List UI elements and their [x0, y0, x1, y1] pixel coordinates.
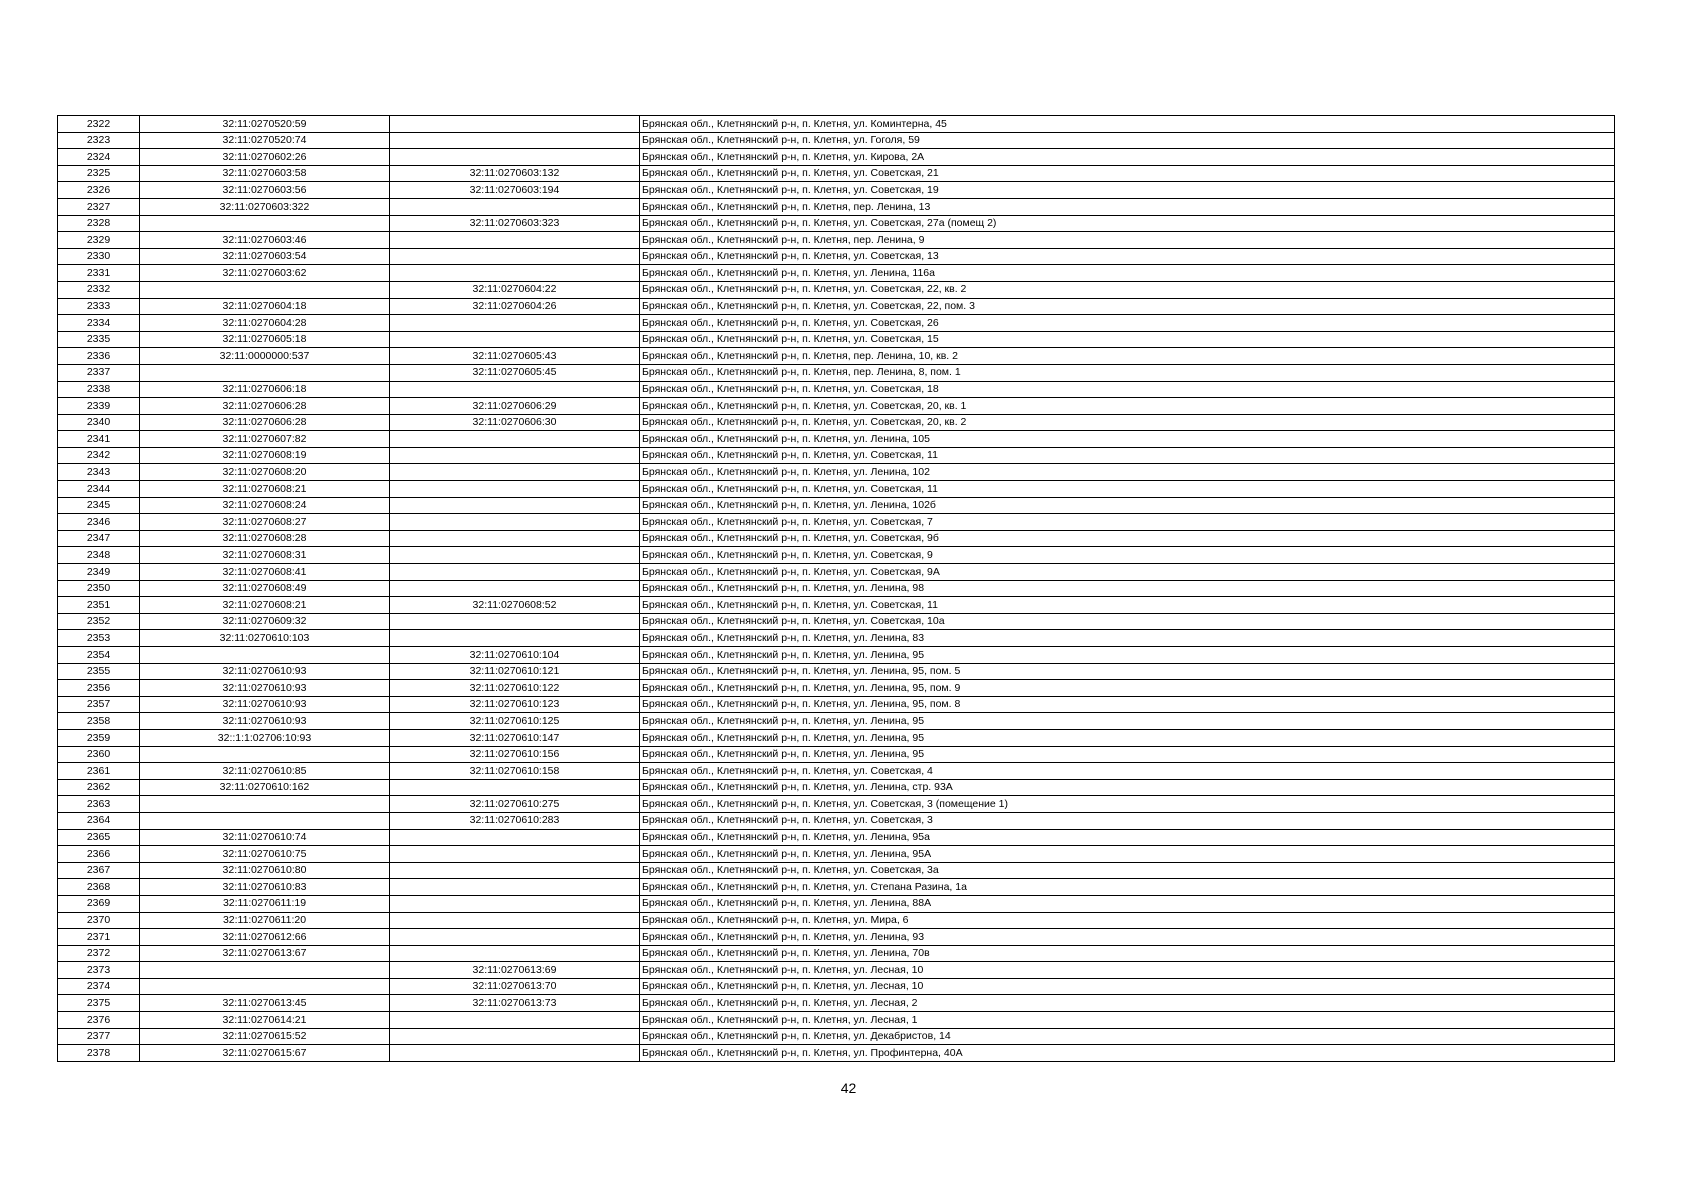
table-row — [58, 597, 1615, 614]
address-cell: Брянская обл., Клетнянский р-н, п. Клетня, пер. Ленина, 13 — [640, 198, 1615, 215]
cadastral-number-cell: 32:11:0270605:18 — [140, 331, 390, 348]
address-cell: Брянская обл., Клетнянский р-н, п. Клетня, ул. Лесная, 2 — [640, 995, 1615, 1012]
object-number-cell — [390, 613, 640, 630]
address-cell: Брянская обл., Клетнянский р-н, п. Клетня, ул. Советская, 9 — [640, 547, 1615, 564]
object-number-cell — [390, 149, 640, 166]
row-number-cell: 2373 — [58, 962, 140, 979]
row-number-cell: 2359 — [58, 729, 140, 746]
table-row — [58, 1045, 1615, 1062]
cadastral-number-cell: 32:11:0270602:26 — [140, 149, 390, 166]
cadastral-number-cell — [140, 364, 390, 381]
table-row — [58, 746, 1615, 763]
address-cell: Брянская обл., Клетнянский р-н, п. Клетня, ул. Ленина, 105 — [640, 431, 1615, 448]
object-number-cell — [390, 132, 640, 149]
table-row — [58, 929, 1615, 946]
table-row — [58, 829, 1615, 846]
address-cell: Брянская обл., Клетнянский р-н, п. Клетня, ул. Советская, 11 — [640, 481, 1615, 498]
row-number-cell: 2357 — [58, 696, 140, 713]
row-number-cell: 2341 — [58, 431, 140, 448]
cadastral-number-cell: 32:11:0270606:28 — [140, 398, 390, 415]
row-number-cell: 2364 — [58, 812, 140, 829]
address-cell: Брянская обл., Клетнянский р-н, п. Клетня, ул. Советская, 20, кв. 1 — [640, 398, 1615, 415]
address-cell: Брянская обл., Клетнянский р-н, п. Клетня, ул. Ленина, 95, пом. 8 — [640, 696, 1615, 713]
object-number-cell — [390, 1028, 640, 1045]
cadastral-number-cell: 32:11:0270610:93 — [140, 680, 390, 697]
object-number-cell: 32:11:0270606:29 — [390, 398, 640, 415]
address-cell: Брянская обл., Клетнянский р-н, п. Клетня, пер. Ленина, 8, пом. 1 — [640, 364, 1615, 381]
cadastral-number-cell: 32:11:0270611:19 — [140, 895, 390, 912]
table-row — [58, 331, 1615, 348]
cadastral-number-cell — [140, 812, 390, 829]
cadastral-number-cell: 32:11:0270603:322 — [140, 198, 390, 215]
cadastral-number-cell: 32:11:0270608:21 — [140, 597, 390, 614]
row-number-cell: 2365 — [58, 829, 140, 846]
cadastral-number-cell: 32:11:0270610:93 — [140, 713, 390, 730]
cadastral-number-cell: 32:11:0270603:46 — [140, 232, 390, 249]
address-cell: Брянская обл., Клетнянский р-н, п. Клетня, пер. Ленина, 10, кв. 2 — [640, 348, 1615, 365]
object-number-cell: 32:11:0270613:69 — [390, 962, 640, 979]
row-number-cell: 2330 — [58, 248, 140, 265]
table-row — [58, 564, 1615, 581]
table-row — [58, 381, 1615, 398]
page-number: 42 — [840, 1080, 857, 1096]
table-row — [58, 613, 1615, 630]
object-number-cell — [390, 564, 640, 581]
table-row — [58, 215, 1615, 232]
cadastral-number-cell — [140, 281, 390, 298]
row-number-cell: 2323 — [58, 132, 140, 149]
row-number-cell: 2350 — [58, 580, 140, 597]
object-number-cell: 32:11:0270610:156 — [390, 746, 640, 763]
address-cell: Брянская обл., Клетнянский р-н, п. Клетня, ул. Гоголя, 59 — [640, 132, 1615, 149]
address-cell: Брянская обл., Клетнянский р-н, п. Клетня, ул. Ленина, 95 — [640, 729, 1615, 746]
table-row — [58, 729, 1615, 746]
cadastral-number-cell: 32:11:0270603:54 — [140, 248, 390, 265]
object-number-cell: 32:11:0270610:121 — [390, 663, 640, 680]
object-number-cell: 32:11:0270610:125 — [390, 713, 640, 730]
row-number-cell: 2378 — [58, 1045, 140, 1062]
cadastral-number-cell: 32:11:0270610:80 — [140, 862, 390, 879]
table-row — [58, 663, 1615, 680]
table-row — [58, 812, 1615, 829]
cadastral-number-cell: 32:11:0270610:93 — [140, 663, 390, 680]
cadastral-number-cell: 32:11:0270610:83 — [140, 879, 390, 896]
address-cell: Брянская обл., Клетнянский р-н, п. Клетня, ул. Советская, 4 — [640, 763, 1615, 780]
table-row — [58, 198, 1615, 215]
table-row — [58, 481, 1615, 498]
cadastral-number-cell: 32:11:0270611:20 — [140, 912, 390, 929]
address-cell: Брянская обл., Клетнянский р-н, п. Клетня, ул. Ленина, 95, пом. 9 — [640, 680, 1615, 697]
object-number-cell: 32:11:0270610:158 — [390, 763, 640, 780]
address-cell: Брянская обл., Клетнянский р-н, п. Клетня, ул. Советская, 11 — [640, 597, 1615, 614]
cadastral-number-cell — [140, 962, 390, 979]
object-number-cell — [390, 630, 640, 647]
address-cell: Брянская обл., Клетнянский р-н, п. Клетня, ул. Ленина, 88А — [640, 895, 1615, 912]
object-number-cell — [390, 514, 640, 531]
object-number-cell: 32:11:0270610:122 — [390, 680, 640, 697]
object-number-cell: 32:11:0270603:323 — [390, 215, 640, 232]
address-cell: Брянская обл., Клетнянский р-н, п. Клетня, ул. Ленина, 95, пом. 5 — [640, 663, 1615, 680]
row-number-cell: 2351 — [58, 597, 140, 614]
object-number-cell — [390, 232, 640, 249]
address-cell: Брянская обл., Клетнянский р-н, п. Клетня, ул. Ленина, 70в — [640, 945, 1615, 962]
address-cell: Брянская обл., Клетнянский р-н, п. Клетня, ул. Коминтерна, 45 — [640, 116, 1615, 133]
row-number-cell: 2369 — [58, 895, 140, 912]
address-cell: Брянская обл., Клетнянский р-н, п. Клетня, ул. Советская, 18 — [640, 381, 1615, 398]
cadastral-number-cell: 32:11:0270608:41 — [140, 564, 390, 581]
object-number-cell — [390, 265, 640, 282]
object-number-cell — [390, 1012, 640, 1029]
cadastral-number-cell: 32:11:0270603:62 — [140, 265, 390, 282]
table-row — [58, 497, 1615, 514]
table-row — [58, 281, 1615, 298]
address-cell: Брянская обл., Клетнянский р-н, п. Клетня, ул. Ленина, 93 — [640, 929, 1615, 946]
row-number-cell: 2349 — [58, 564, 140, 581]
row-number-cell: 2352 — [58, 613, 140, 630]
row-number-cell: 2347 — [58, 530, 140, 547]
row-number-cell: 2375 — [58, 995, 140, 1012]
object-number-cell: 32:11:0270610:275 — [390, 796, 640, 813]
row-number-cell: 2327 — [58, 198, 140, 215]
cadastral-number-cell: 32:11:0270608:19 — [140, 447, 390, 464]
row-number-cell: 2366 — [58, 846, 140, 863]
table-row — [58, 713, 1615, 730]
row-number-cell: 2333 — [58, 298, 140, 315]
object-number-cell — [390, 1045, 640, 1062]
cadastral-number-cell: 32:11:0270603:56 — [140, 182, 390, 199]
table-row — [58, 995, 1615, 1012]
cadastral-number-cell: 32:11:0270608:49 — [140, 580, 390, 597]
row-number-cell: 2368 — [58, 879, 140, 896]
row-number-cell: 2371 — [58, 929, 140, 946]
row-number-cell: 2340 — [58, 414, 140, 431]
object-number-cell: 32:11:0270604:22 — [390, 281, 640, 298]
table-row — [58, 647, 1615, 664]
address-cell: Брянская обл., Клетнянский р-н, п. Клетня, ул. Ленина, 98 — [640, 580, 1615, 597]
table-row — [58, 1028, 1615, 1045]
table-row — [58, 696, 1615, 713]
table-row — [58, 779, 1615, 796]
cadastral-number-cell: 32:11:0270608:27 — [140, 514, 390, 531]
address-cell: Брянская обл., Клетнянский р-н, п. Клетня, ул. Советская, 22, пом. 3 — [640, 298, 1615, 315]
cadastral-number-cell: 32:11:0270612:66 — [140, 929, 390, 946]
cadastral-number-cell: 32:11:0270608:31 — [140, 547, 390, 564]
object-number-cell — [390, 431, 640, 448]
row-number-cell: 2322 — [58, 116, 140, 133]
object-number-cell — [390, 315, 640, 332]
row-number-cell: 2374 — [58, 978, 140, 995]
table-row — [58, 165, 1615, 182]
cadastral-number-cell: 32:11:0270520:74 — [140, 132, 390, 149]
cadastral-number-cell: 32:11:0270603:58 — [140, 165, 390, 182]
address-cell: Брянская обл., Клетнянский р-н, п. Клетня, ул. Ленина, 95 — [640, 647, 1615, 664]
table-row — [58, 879, 1615, 896]
object-number-cell — [390, 895, 640, 912]
row-number-cell: 2358 — [58, 713, 140, 730]
address-cell: Брянская обл., Клетнянский р-н, п. Клетня, ул. Ленина, 102б — [640, 497, 1615, 514]
row-number-cell: 2360 — [58, 746, 140, 763]
object-number-cell — [390, 381, 640, 398]
object-number-cell — [390, 945, 640, 962]
table-row — [58, 414, 1615, 431]
row-number-cell: 2337 — [58, 364, 140, 381]
cadastral-number-cell: 32:11:0270610:75 — [140, 846, 390, 863]
row-number-cell: 2342 — [58, 447, 140, 464]
table-row — [58, 796, 1615, 813]
address-cell: Брянская обл., Клетнянский р-н, п. Клетня, ул. Советская, 9А — [640, 564, 1615, 581]
object-number-cell: 32:11:0270608:52 — [390, 597, 640, 614]
address-cell: Брянская обл., Клетнянский р-н, п. Клетня, ул. Ленина, 95а — [640, 829, 1615, 846]
table-row — [58, 298, 1615, 315]
address-cell: Брянская обл., Клетнянский р-н, п. Клетня, ул. Ленина, 95 — [640, 713, 1615, 730]
cadastral-number-cell: 32:11:0270610:85 — [140, 763, 390, 780]
table-row — [58, 132, 1615, 149]
cadastral-number-cell — [140, 647, 390, 664]
cadastral-number-cell: 32:11:0270610:162 — [140, 779, 390, 796]
row-number-cell: 2331 — [58, 265, 140, 282]
object-number-cell: 32:11:0270610:104 — [390, 647, 640, 664]
address-cell: Брянская обл., Клетнянский р-н, п. Клетня, ул. Ленина, 102 — [640, 464, 1615, 481]
address-cell: Брянская обл., Клетнянский р-н, п. Клетня, ул. Советская, 26 — [640, 315, 1615, 332]
table-row — [58, 547, 1615, 564]
object-number-cell — [390, 879, 640, 896]
address-cell: Брянская обл., Клетнянский р-н, п. Клетня, ул. Советская, 9б — [640, 530, 1615, 547]
table-row — [58, 398, 1615, 415]
object-number-cell — [390, 116, 640, 133]
object-number-cell — [390, 846, 640, 863]
table-row — [58, 962, 1615, 979]
table-row — [58, 978, 1615, 995]
object-number-cell — [390, 912, 640, 929]
row-number-cell: 2346 — [58, 514, 140, 531]
table-row — [58, 846, 1615, 863]
cadastral-number-cell — [140, 215, 390, 232]
row-number-cell: 2353 — [58, 630, 140, 647]
table-row — [58, 232, 1615, 249]
object-number-cell: 32:11:0270613:70 — [390, 978, 640, 995]
row-number-cell: 2336 — [58, 348, 140, 365]
object-number-cell — [390, 464, 640, 481]
object-number-cell — [390, 547, 640, 564]
cadastral-number-cell: 32:11:0000000:537 — [140, 348, 390, 365]
row-number-cell: 2348 — [58, 547, 140, 564]
object-number-cell — [390, 331, 640, 348]
object-number-cell — [390, 530, 640, 547]
address-cell: Брянская обл., Клетнянский р-н, п. Клетня, ул. Советская, 13 — [640, 248, 1615, 265]
table-row — [58, 447, 1615, 464]
table-row — [58, 182, 1615, 199]
address-cell: Брянская обл., Клетнянский р-н, п. Клетня, ул. Советская, 15 — [640, 331, 1615, 348]
address-cell: Брянская обл., Клетнянский р-н, п. Клетня, ул. Советская, 20, кв. 2 — [640, 414, 1615, 431]
registry-table-body — [58, 116, 1615, 1062]
row-number-cell: 2377 — [58, 1028, 140, 1045]
cadastral-number-cell: 32:11:0270608:21 — [140, 481, 390, 498]
object-number-cell — [390, 481, 640, 498]
object-number-cell: 32:11:0270610:283 — [390, 812, 640, 829]
cadastral-number-cell: 32:11:0270615:67 — [140, 1045, 390, 1062]
address-cell: Брянская обл., Клетнянский р-н, п. Клетня, ул. Советская, 3а — [640, 862, 1615, 879]
cadastral-number-cell: 32::1:1:02706:10:93 — [140, 729, 390, 746]
row-number-cell: 2335 — [58, 331, 140, 348]
object-number-cell — [390, 829, 640, 846]
row-number-cell: 2343 — [58, 464, 140, 481]
address-cell: Брянская обл., Клетнянский р-н, п. Клетня, ул. Ленина, 116а — [640, 265, 1615, 282]
row-number-cell: 2363 — [58, 796, 140, 813]
table-row — [58, 530, 1615, 547]
cadastral-number-cell: 32:11:0270608:28 — [140, 530, 390, 547]
cadastral-number-cell: 32:11:0270608:20 — [140, 464, 390, 481]
address-cell: Брянская обл., Клетнянский р-н, п. Клетня, ул. Советская, 11 — [640, 447, 1615, 464]
cadastral-number-cell: 32:11:0270608:24 — [140, 497, 390, 514]
object-number-cell: 32:11:0270613:73 — [390, 995, 640, 1012]
table-row — [58, 1012, 1615, 1029]
address-cell: Брянская обл., Клетнянский р-н, п. Клетня, ул. Кирова, 2А — [640, 149, 1615, 166]
object-number-cell — [390, 779, 640, 796]
address-cell: Брянская обл., Клетнянский р-н, п. Клетня, ул. Советская, 27а (помещ 2) — [640, 215, 1615, 232]
object-number-cell — [390, 248, 640, 265]
table-row — [58, 149, 1615, 166]
cadastral-number-cell: 32:11:0270520:59 — [140, 116, 390, 133]
object-number-cell: 32:11:0270605:43 — [390, 348, 640, 365]
address-cell: Брянская обл., Клетнянский р-н, п. Клетня, ул. Ленина, 83 — [640, 630, 1615, 647]
row-number-cell: 2339 — [58, 398, 140, 415]
address-cell: Брянская обл., Клетнянский р-н, п. Клетня, ул. Советская, 3 — [640, 812, 1615, 829]
object-number-cell: 32:11:0270603:132 — [390, 165, 640, 182]
table-row — [58, 580, 1615, 597]
cadastral-number-cell — [140, 796, 390, 813]
row-number-cell: 2345 — [58, 497, 140, 514]
cadastral-number-cell: 32:11:0270604:28 — [140, 315, 390, 332]
object-number-cell: 32:11:0270603:194 — [390, 182, 640, 199]
object-number-cell — [390, 198, 640, 215]
row-number-cell: 2355 — [58, 663, 140, 680]
address-cell: Брянская обл., Клетнянский р-н, п. Клетня, ул. Советская, 19 — [640, 182, 1615, 199]
address-cell: Брянская обл., Клетнянский р-н, п. Клетня, ул. Лесная, 1 — [640, 1012, 1615, 1029]
cadastral-number-cell: 32:11:0270614:21 — [140, 1012, 390, 1029]
address-cell: Брянская обл., Клетнянский р-н, п. Клетня, ул. Ленина, 95А — [640, 846, 1615, 863]
row-number-cell: 2329 — [58, 232, 140, 249]
row-number-cell: 2344 — [58, 481, 140, 498]
cadastral-number-cell — [140, 746, 390, 763]
row-number-cell: 2376 — [58, 1012, 140, 1029]
row-number-cell: 2367 — [58, 862, 140, 879]
cadastral-number-cell: 32:11:0270604:18 — [140, 298, 390, 315]
address-cell: Брянская обл., Клетнянский р-н, п. Клетня, ул. Мира, 6 — [640, 912, 1615, 929]
table-row — [58, 763, 1615, 780]
row-number-cell: 2354 — [58, 647, 140, 664]
cadastral-number-cell: 32:11:0270613:45 — [140, 995, 390, 1012]
row-number-cell: 2334 — [58, 315, 140, 332]
object-number-cell — [390, 862, 640, 879]
object-number-cell: 32:11:0270606:30 — [390, 414, 640, 431]
table-row — [58, 630, 1615, 647]
address-cell: Брянская обл., Клетнянский р-н, п. Клетня, ул. Профинтерна, 40А — [640, 1045, 1615, 1062]
cadastral-number-cell: 32:11:0270609:32 — [140, 613, 390, 630]
address-cell: Брянская обл., Клетнянский р-н, п. Клетня, ул. Советская, 21 — [640, 165, 1615, 182]
registry-table — [57, 115, 1615, 1062]
address-cell: Брянская обл., Клетнянский р-н, п. Клетня, ул. Декабристов, 14 — [640, 1028, 1615, 1045]
table-row — [58, 514, 1615, 531]
address-cell: Брянская обл., Клетнянский р-н, п. Клетня, ул. Советская, 3 (помещение 1) — [640, 796, 1615, 813]
address-cell: Брянская обл., Клетнянский р-н, п. Клетня, ул. Советская, 10а — [640, 613, 1615, 630]
table-row — [58, 116, 1615, 133]
table-row — [58, 862, 1615, 879]
cadastral-number-cell: 32:11:0270607:82 — [140, 431, 390, 448]
cadastral-number-cell: 32:11:0270613:67 — [140, 945, 390, 962]
table-row — [58, 248, 1615, 265]
cadastral-number-cell: 32:11:0270610:74 — [140, 829, 390, 846]
row-number-cell: 2332 — [58, 281, 140, 298]
table-row — [58, 265, 1615, 282]
table-row — [58, 348, 1615, 365]
row-number-cell: 2326 — [58, 182, 140, 199]
object-number-cell — [390, 580, 640, 597]
row-number-cell: 2356 — [58, 680, 140, 697]
row-number-cell: 2372 — [58, 945, 140, 962]
cadastral-number-cell — [140, 978, 390, 995]
address-cell: Брянская обл., Клетнянский р-н, п. Клетня, ул. Ленина, 95 — [640, 746, 1615, 763]
table-row — [58, 464, 1615, 481]
row-number-cell: 2370 — [58, 912, 140, 929]
address-cell: Брянская обл., Клетнянский р-н, п. Клетня, ул. Советская, 22, кв. 2 — [640, 281, 1615, 298]
row-number-cell: 2362 — [58, 779, 140, 796]
table-row — [58, 680, 1615, 697]
row-number-cell: 2325 — [58, 165, 140, 182]
address-cell: Брянская обл., Клетнянский р-н, п. Клетня, ул. Советская, 7 — [640, 514, 1615, 531]
object-number-cell: 32:11:0270605:45 — [390, 364, 640, 381]
row-number-cell: 2361 — [58, 763, 140, 780]
cadastral-number-cell: 32:11:0270610:103 — [140, 630, 390, 647]
address-cell: Брянская обл., Клетнянский р-н, п. Клетня, ул. Ленина, стр. 93А — [640, 779, 1615, 796]
row-number-cell: 2324 — [58, 149, 140, 166]
address-cell: Брянская обл., Клетнянский р-н, п. Клетня, ул. Степана Разина, 1а — [640, 879, 1615, 896]
object-number-cell: 32:11:0270604:26 — [390, 298, 640, 315]
row-number-cell: 2338 — [58, 381, 140, 398]
cadastral-number-cell: 32:11:0270610:93 — [140, 696, 390, 713]
table-row — [58, 895, 1615, 912]
table-row — [58, 315, 1615, 332]
row-number-cell: 2328 — [58, 215, 140, 232]
object-number-cell: 32:11:0270610:123 — [390, 696, 640, 713]
table-row — [58, 431, 1615, 448]
cadastral-number-cell: 32:11:0270606:18 — [140, 381, 390, 398]
table-row — [58, 945, 1615, 962]
object-number-cell — [390, 447, 640, 464]
table-row — [58, 364, 1615, 381]
address-cell: Брянская обл., Клетнянский р-н, п. Клетня, ул. Лесная, 10 — [640, 962, 1615, 979]
table-row — [58, 912, 1615, 929]
cadastral-number-cell: 32:11:0270606:28 — [140, 414, 390, 431]
object-number-cell — [390, 929, 640, 946]
address-cell: Брянская обл., Клетнянский р-н, п. Клетня, пер. Ленина, 9 — [640, 232, 1615, 249]
object-number-cell — [390, 497, 640, 514]
cadastral-number-cell: 32:11:0270615:52 — [140, 1028, 390, 1045]
address-cell: Брянская обл., Клетнянский р-н, п. Клетня, ул. Лесная, 10 — [640, 978, 1615, 995]
object-number-cell: 32:11:0270610:147 — [390, 729, 640, 746]
